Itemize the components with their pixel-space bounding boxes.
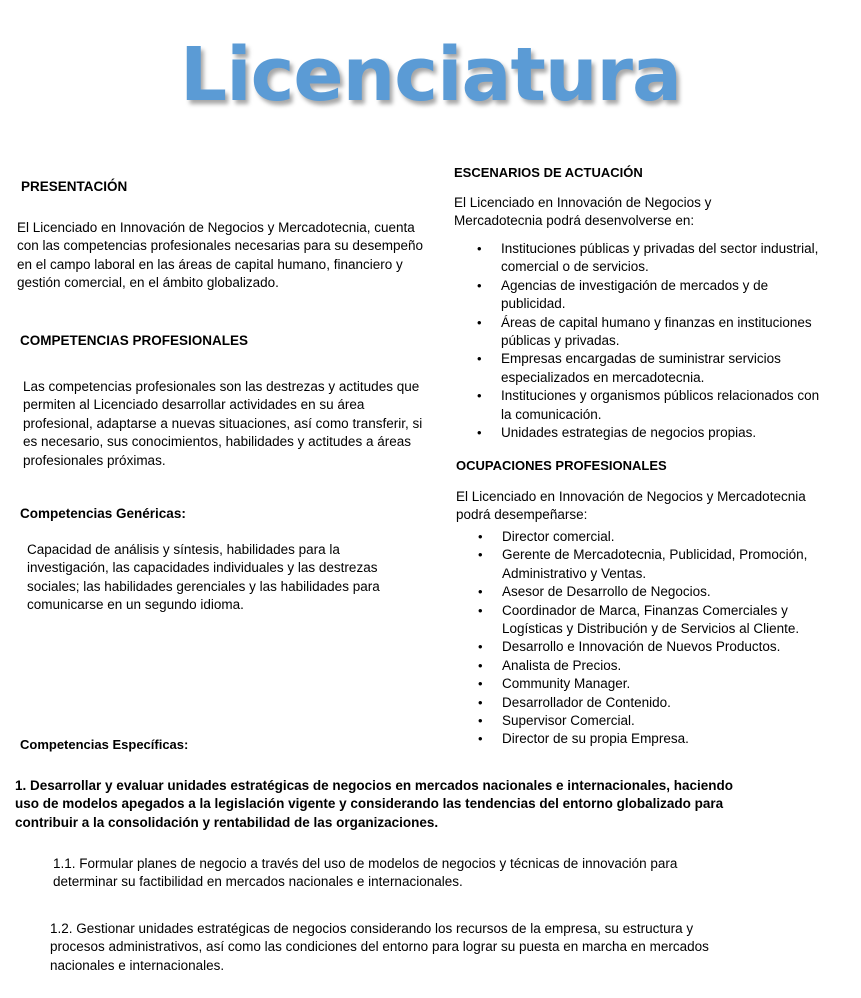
competencias-profesionales-heading: COMPETENCIAS PROFESIONALES bbox=[20, 333, 249, 348]
list-item: • Community Manager. bbox=[478, 676, 631, 692]
list-item: • Empresas encargadas de suministrar servicios especializados en mercadotecnia. bbox=[477, 351, 781, 385]
list-item: • Unidades estrategias de negocios propias. bbox=[477, 425, 757, 441]
list-item: • Supervisor Comercial. bbox=[478, 713, 635, 729]
list-item: • Gerente de Mercadotecnia, Publicidad, Promoción, Administrativo y Ventas. bbox=[478, 547, 808, 581]
competencia-especifica-1-1: 1.1. Formular planes de negocio a través del uso de modelos de negocios y técnicas de innovación para determinar su factibilidad en mercados nacionales e internacionales. bbox=[53, 856, 678, 890]
ocupaciones-heading: OCUPACIONES PROFESIONALES bbox=[456, 458, 667, 473]
list-item: • Instituciones públicas y privadas del sector industrial, comercial o de servicios. bbox=[477, 241, 819, 275]
competencias-genericas-text: Capacidad de análisis y síntesis, habilidades para la investigación, las capacidades individuales y las destrezas sociales; las habilidades gerenciales y las habilidades para comunicarse en un segundo idioma. bbox=[27, 542, 380, 613]
list-item: • Agencias de investigación de mercados y de publicidad. bbox=[477, 277, 769, 312]
list-item: • Desarrollo e Innovación de Nuevos Productos. bbox=[478, 639, 781, 655]
competencia-especifica-1: 1. Desarrollar y evaluar unidades estratégicas de negocios en mercados nacionales e internacionales, haciendo uso de modelos apegados a la legislación vigente y considerando las tendencias del entorno globalizado para contribuir a la consolidación y rentabilidad de las organizaciones. bbox=[15, 778, 734, 830]
escenarios-heading: ESCENARIOS DE ACTUACIÓN bbox=[454, 165, 643, 180]
presentacion-text: El Licenciado en Innovación de Negocios y Mercadotecnia, cuenta con las competencias profesionales necesarias para su desempeño en el campo laboral en las áreas de capital humano, financiero y gestión comercial, en el ámbito globalizado. bbox=[17, 220, 423, 291]
list-item: • Director comercial. bbox=[478, 529, 615, 544]
page-title: Licenciatura bbox=[180, 32, 681, 118]
competencias-genericas-heading: Competencias Genéricas: bbox=[20, 506, 186, 521]
list-item: • Desarrollador de Contenido. bbox=[478, 694, 671, 710]
list-item: • Asesor de Desarrollo de Negocios. bbox=[478, 584, 711, 600]
competencias-especificas-heading: Competencias Específicas: bbox=[20, 737, 189, 752]
ocupaciones-intro: El Licenciado en Innovación de Negocios y Mercadotecnia podrá desempeñarse: bbox=[456, 489, 806, 523]
presentacion-heading: PRESENTACIÓN bbox=[21, 179, 128, 194]
escenarios-intro: El Licenciado en Innovación de Negocios y Mercadotecnia podrá desenvolverse en: bbox=[454, 195, 712, 229]
list-item: • Áreas de capital humano y finanzas en instituciones públicas y privadas. bbox=[477, 314, 812, 349]
ocupaciones-list bbox=[478, 528, 827, 749]
list-item: • Director de su propia Empresa. bbox=[478, 731, 689, 747]
competencias-profesionales-text: Las competencias profesionales son las destrezas y actitudes que permiten al Licenciado desarrollar actividades en su área profesional, adaptarse a nuevas situaciones, así como transferir, si es necesario, sus conocimientos, habilidades y actitudes a áreas profesionales próximas. bbox=[23, 379, 423, 468]
list-item: • Coordinador de Marca, Finanzas Comerciales y Logísticas y Distribución y de Servicios al Cliente. bbox=[478, 602, 800, 637]
escenarios-list bbox=[477, 240, 821, 442]
competencia-especifica-1-2: 1.2. Gestionar unidades estratégicas de negocios considerando los recursos de la empresa, su estructura y procesos administrativos, así como las condiciones del entorno para lograr su puesta en marcha en mercados nacionales e internacionales. bbox=[50, 921, 709, 973]
list-item: • Analista de Precios. bbox=[478, 657, 622, 673]
list-item: • Instituciones y organismos públicos relacionados con la comunicación. bbox=[477, 388, 820, 422]
